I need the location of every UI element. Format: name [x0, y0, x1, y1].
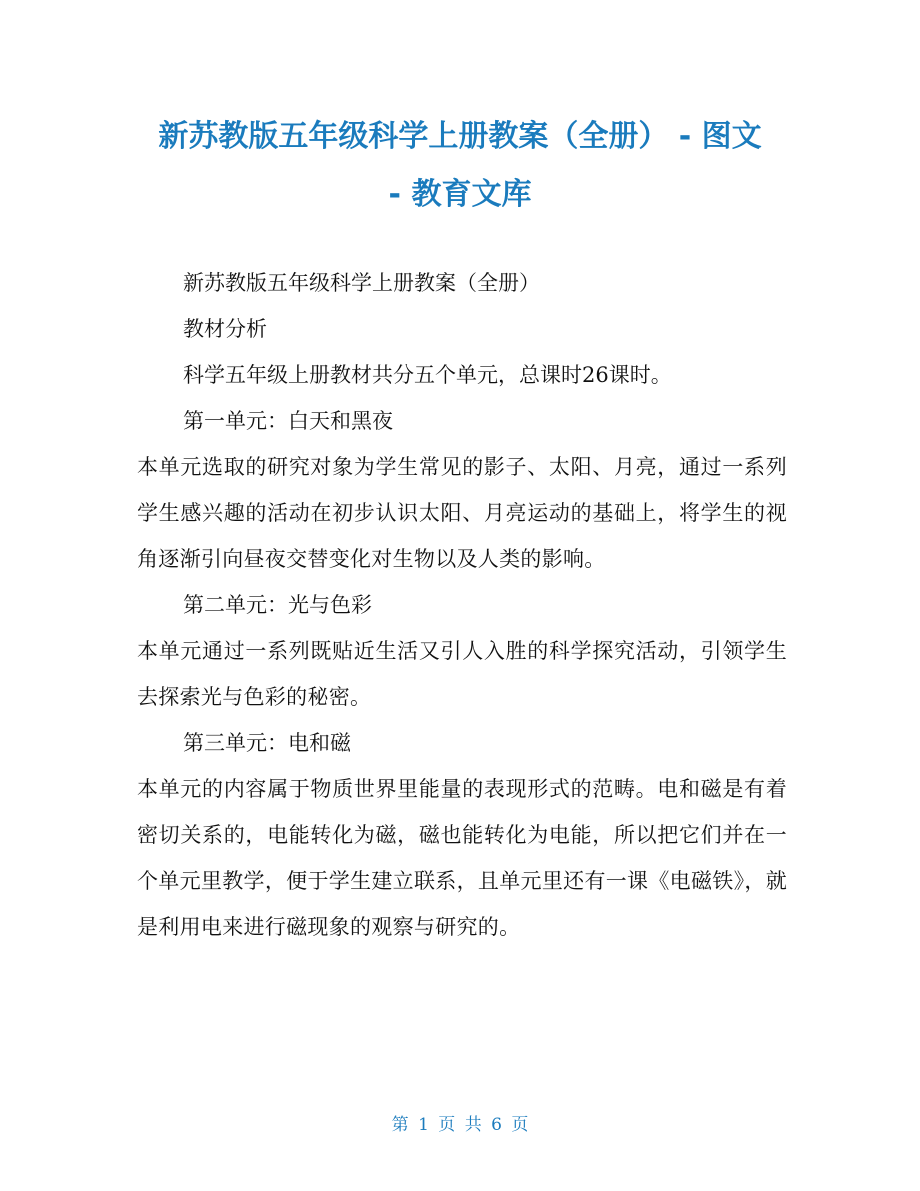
document-title: [120, 108, 800, 224]
unit-1-heading: 第一单元：白天和黑夜: [183, 409, 393, 433]
document-heading: 新苏教版五年级科学上册教案（全册）: [183, 271, 540, 295]
unit-2-body: 本单元通过一系列既贴近生活又引人入胜的科学探究活动，引领学生去探索光与色彩的秘密。: [137, 639, 787, 709]
unit-3-body: 本单元的内容属于物质世界里能量的表现形式的范畴。电和磁是有着密切关系的，电能转化为磁，磁也能转化为电能，所以把它们并在一个单元里教学，便于学生建立联系，且单元里还有一课《电磁铁》，就是利用电来进行磁现象的观察与研究的。: [137, 777, 787, 939]
section-label: 教材分析: [183, 317, 267, 341]
unit-3-heading: 第三单元：电和磁: [183, 731, 351, 755]
title-line-1: 新苏教版五年级科学上册教案（全册） - 图文: [158, 119, 762, 154]
page-number-footer: 第 1 页 共 6 页: [391, 1115, 529, 1135]
unit-1-body: 本单元选取的研究对象为学生常见的影子、太阳、月亮，通过一系列学生感兴趣的活动在初步认识太阳、月亮运动的基础上，将学生的视角逐渐引向昼夜交替变化对生物以及人类的影响。: [137, 455, 787, 571]
document-body: [137, 260, 787, 950]
unit-2-heading: 第二单元：光与色彩: [183, 593, 372, 617]
title-line-2: - 教育文库: [388, 177, 532, 212]
overview-text: 科学五年级上册教材共分五个单元，总课时26课时。: [183, 363, 672, 387]
